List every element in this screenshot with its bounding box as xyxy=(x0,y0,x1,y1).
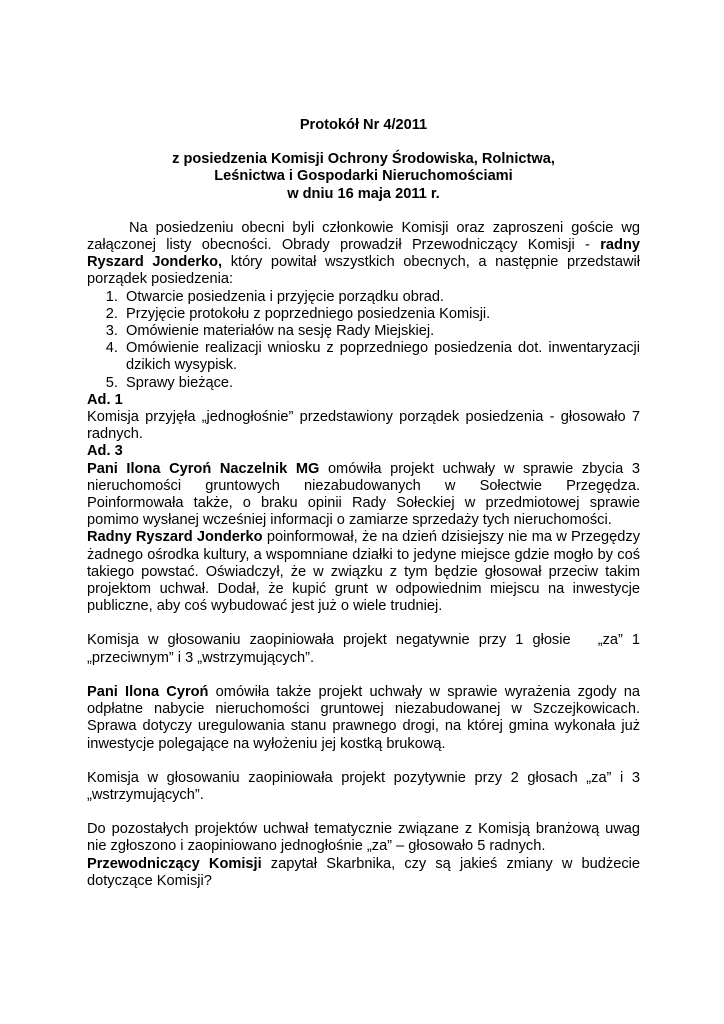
speaker-name: Pani Ilona Cyroń xyxy=(87,683,209,700)
ad3-paragraph-1 xyxy=(87,461,640,530)
intro-text-end: który powitał wszystkich obecnych, a następnie przedstawił porządek posiedzenia: xyxy=(87,254,640,288)
speaker-name: Radny Ryszard Jonderko xyxy=(87,529,263,546)
agenda-item: 3. Omówienie materiałów na sesję Rady Miejskiej. xyxy=(122,323,640,340)
paragraph-text: omówiła projekt uchwały w sprawie zbycia 3 nieruchomości gruntowych niezabudowanych w Sołectwie Przegędza. Poinformowała także, o braku opinii Rady Sołeckiej w przedmiotowej sprawie pomimo wysłanej wcześniej informacji o zamiarze sprzedaży tych nieruchomości. xyxy=(87,460,640,529)
ad3-paragraph-2 xyxy=(87,529,640,615)
agenda-item: 4. Omówienie realizacji wniosku z poprzedniego posiedzenia dot. inwentaryzacji dzikich wysypisk. xyxy=(122,340,640,374)
agenda-item: 1. Otwarcie posiedzenia i przyjęcie porządku obrad. xyxy=(122,289,640,306)
paragraph-text: Komisja w głosowaniu zaopiniowała projekt negatywnie przy 1 głosie „za” 1 „przeciwnym” i 3 „wstrzymujących”. xyxy=(87,632,645,666)
ad3-paragraph-7 xyxy=(87,856,640,890)
intro-paragraph xyxy=(87,220,640,289)
agenda-list xyxy=(87,289,640,392)
document-subtitle-line-2: Leśnictwa i Gospodarki Nieruchomościami xyxy=(214,168,513,185)
paragraph-text: omówiła także projekt uchwały w sprawie wyrażenia zgody na odpłatne nabycie nieruchomości gruntowej niezabudowanej w Szczejkowicach. Sprawa dotyczy uregulowania stanu prawnego drogi, na której gmina wykonała już inwestycje polegające na wyłożeniu jej kostką brukową. xyxy=(87,683,640,752)
speaker-name: Przewodniczący Komisji xyxy=(87,855,262,872)
ad3-paragraph-4 xyxy=(87,684,640,753)
intro-chairman-name: radny Ryszard Jonderko, xyxy=(87,237,640,271)
paragraph-text: poinformował, że na dzień dzisiejszy nie ma w Przegędzy żadnego ośrodka kultury, a wspomniane działki to jedyne miejsce gdzie mogło by coś takiego powstać. Oświadczył, że w związku z tym będzie głosował przeciw takim projektom uchwał. Dodał, że kupić grunt w odpowiednim miejscu na inwestycje publiczne, aby coś wybudować jest już o wiele trudniej. xyxy=(87,529,640,615)
document-body xyxy=(87,117,645,890)
section-heading-ad1: Ad. 1 xyxy=(87,391,123,408)
intro-text: Na posiedzeniu obecni byli członkowie Komisji oraz zaproszeni goście wg załączonej listy obecności. Obrady prowadził Przewodniczący Komisji - xyxy=(87,219,640,254)
ad1-paragraph: Komisja przyjęła „jednogłośnie” przedstawiony porządek posiedzenia - głosowało 7 radnych. xyxy=(87,409,640,443)
agenda-item: 5. Sprawy bieżące. xyxy=(122,375,640,392)
speaker-name: Pani Ilona Cyroń Naczelnik MG xyxy=(87,460,320,477)
document-title: Protokół Nr 4/2011 xyxy=(299,117,428,133)
document-subtitle-line-1: z posiedzenia Komisji Ochrony Środowiska, Rolnictwa, xyxy=(172,151,555,168)
ad3-paragraph-6: Do pozostałych projektów uchwał tematycznie związane z Komisją branżową uwag nie zgłoszono i zaopiniowano jednogłośnie „za” – głosowało 5 radnych. xyxy=(87,821,640,855)
ad3-vote-1 xyxy=(87,632,645,666)
agenda-item: 2. Przyjęcie protokołu z poprzedniego posiedzenia Komisji. xyxy=(122,306,640,323)
ad3-vote-2: Komisja w głosowaniu zaopiniowała projekt pozytywnie przy 2 głosach „za” i 3 „wstrzymujących”. xyxy=(87,769,640,803)
document-subtitle-line-3: w dniu 16 maja 2011 r. xyxy=(287,185,440,202)
section-heading-ad3: Ad. 3 xyxy=(87,443,123,460)
paragraph-text: zapytał Skarbnika, czy są jakieś zmiany w budżecie dotyczące Komisji? xyxy=(87,855,640,889)
